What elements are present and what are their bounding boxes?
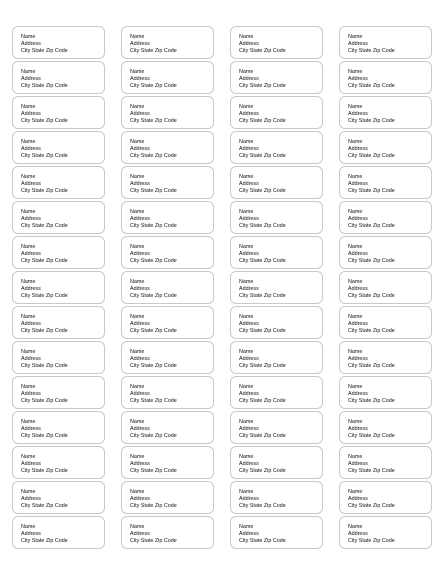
address-label[interactable] (12, 411, 105, 444)
label-city-state-zip: City State Zip Code (130, 118, 177, 124)
address-label[interactable] (12, 376, 105, 409)
label-address: Address (130, 461, 150, 467)
label-address: Address (130, 286, 150, 292)
address-label[interactable] (121, 61, 214, 94)
label-city-state-zip: City State Zip Code (130, 468, 177, 474)
label-address: Address (348, 41, 368, 47)
label-name: Name (348, 104, 363, 110)
label-city-state-zip: City State Zip Code (239, 118, 286, 124)
label-city-state-zip: City State Zip Code (130, 398, 177, 404)
address-label[interactable] (339, 131, 432, 164)
label-address: Address (130, 531, 150, 537)
label-address: Address (348, 146, 368, 152)
address-label[interactable] (121, 306, 214, 339)
address-label[interactable] (121, 201, 214, 234)
address-label[interactable] (121, 516, 214, 549)
address-label[interactable] (339, 61, 432, 94)
label-city-state-zip: City State Zip Code (21, 153, 68, 159)
label-name: Name (239, 34, 254, 40)
label-address: Address (348, 391, 368, 397)
address-label[interactable] (339, 481, 432, 514)
label-address: Address (21, 146, 41, 152)
label-city-state-zip: City State Zip Code (130, 83, 177, 89)
label-address: Address (348, 531, 368, 537)
address-label[interactable] (12, 271, 105, 304)
address-label[interactable] (230, 271, 323, 304)
label-name: Name (130, 384, 145, 390)
label-address: Address (239, 41, 259, 47)
label-city-state-zip: City State Zip Code (21, 363, 68, 369)
label-city-state-zip: City State Zip Code (239, 223, 286, 229)
label-city-state-zip: City State Zip Code (348, 258, 395, 264)
label-name: Name (239, 244, 254, 250)
label-address: Address (21, 356, 41, 362)
label-city-state-zip: City State Zip Code (348, 118, 395, 124)
label-address: Address (239, 251, 259, 257)
address-label[interactable] (12, 26, 105, 59)
label-name: Name (348, 524, 363, 530)
label-address: Address (21, 181, 41, 187)
label-city-state-zip: City State Zip Code (348, 538, 395, 544)
address-label[interactable] (339, 96, 432, 129)
label-name: Name (21, 454, 36, 460)
address-label[interactable] (339, 516, 432, 549)
label-address: Address (130, 181, 150, 187)
label-city-state-zip: City State Zip Code (348, 363, 395, 369)
label-address: Address (348, 76, 368, 82)
address-label[interactable] (230, 446, 323, 479)
label-address: Address (239, 286, 259, 292)
label-address: Address (348, 181, 368, 187)
label-city-state-zip: City State Zip Code (21, 118, 68, 124)
label-city-state-zip: City State Zip Code (21, 468, 68, 474)
label-name: Name (21, 244, 36, 250)
label-address: Address (130, 76, 150, 82)
label-city-state-zip: City State Zip Code (239, 538, 286, 544)
label-address: Address (21, 426, 41, 432)
address-label[interactable] (121, 481, 214, 514)
label-city-state-zip: City State Zip Code (239, 363, 286, 369)
label-name: Name (130, 34, 145, 40)
label-address: Address (239, 461, 259, 467)
label-address: Address (130, 496, 150, 502)
label-city-state-zip: City State Zip Code (239, 293, 286, 299)
label-name: Name (239, 419, 254, 425)
label-name: Name (21, 419, 36, 425)
label-name: Name (130, 209, 145, 215)
label-name: Name (21, 349, 36, 355)
address-label[interactable] (230, 376, 323, 409)
label-name: Name (348, 349, 363, 355)
label-name: Name (130, 244, 145, 250)
label-city-state-zip: City State Zip Code (239, 188, 286, 194)
label-city-state-zip: City State Zip Code (21, 83, 68, 89)
label-address: Address (130, 111, 150, 117)
address-label[interactable] (121, 131, 214, 164)
label-address: Address (239, 216, 259, 222)
label-city-state-zip: City State Zip Code (130, 188, 177, 194)
label-address: Address (239, 426, 259, 432)
label-name: Name (21, 384, 36, 390)
label-address: Address (239, 321, 259, 327)
label-address: Address (239, 146, 259, 152)
label-city-state-zip: City State Zip Code (348, 468, 395, 474)
label-address: Address (130, 426, 150, 432)
label-address: Address (348, 496, 368, 502)
label-name: Name (239, 349, 254, 355)
label-address: Address (239, 496, 259, 502)
label-name: Name (130, 349, 145, 355)
label-city-state-zip: City State Zip Code (348, 398, 395, 404)
label-name: Name (239, 104, 254, 110)
label-city-state-zip: City State Zip Code (239, 398, 286, 404)
address-label[interactable] (121, 166, 214, 199)
label-city-state-zip: City State Zip Code (239, 328, 286, 334)
address-label[interactable] (230, 481, 323, 514)
label-name: Name (239, 69, 254, 75)
label-city-state-zip: City State Zip Code (21, 293, 68, 299)
label-city-state-zip: City State Zip Code (239, 503, 286, 509)
address-label[interactable] (230, 26, 323, 59)
label-name: Name (130, 69, 145, 75)
address-label[interactable] (339, 376, 432, 409)
label-city-state-zip: City State Zip Code (239, 258, 286, 264)
label-address: Address (130, 356, 150, 362)
label-city-state-zip: City State Zip Code (21, 503, 68, 509)
label-city-state-zip: City State Zip Code (21, 328, 68, 334)
label-name: Name (239, 279, 254, 285)
address-label[interactable] (230, 166, 323, 199)
label-name: Name (239, 209, 254, 215)
label-city-state-zip: City State Zip Code (348, 223, 395, 229)
label-city-state-zip: City State Zip Code (239, 433, 286, 439)
label-city-state-zip: City State Zip Code (130, 223, 177, 229)
label-address: Address (348, 356, 368, 362)
label-city-state-zip: City State Zip Code (21, 398, 68, 404)
label-name: Name (348, 279, 363, 285)
label-city-state-zip: City State Zip Code (348, 83, 395, 89)
label-address: Address (348, 111, 368, 117)
address-label[interactable] (12, 61, 105, 94)
address-label[interactable] (121, 411, 214, 444)
label-address: Address (21, 286, 41, 292)
label-city-state-zip: City State Zip Code (130, 433, 177, 439)
label-city-state-zip: City State Zip Code (130, 293, 177, 299)
label-city-state-zip: City State Zip Code (130, 153, 177, 159)
label-city-state-zip: City State Zip Code (130, 48, 177, 54)
address-label[interactable] (339, 236, 432, 269)
label-address: Address (21, 496, 41, 502)
label-name: Name (130, 174, 145, 180)
label-name: Name (21, 524, 36, 530)
label-address: Address (239, 531, 259, 537)
label-name: Name (348, 454, 363, 460)
address-label[interactable] (12, 306, 105, 339)
label-name: Name (21, 489, 36, 495)
label-name: Name (21, 209, 36, 215)
address-label[interactable] (230, 131, 323, 164)
address-label[interactable] (12, 236, 105, 269)
label-city-state-zip: City State Zip Code (348, 48, 395, 54)
address-label[interactable] (230, 61, 323, 94)
label-name: Name (348, 174, 363, 180)
label-city-state-zip: City State Zip Code (130, 258, 177, 264)
label-name: Name (130, 489, 145, 495)
label-city-state-zip: City State Zip Code (130, 503, 177, 509)
label-name: Name (239, 524, 254, 530)
address-label[interactable] (230, 306, 323, 339)
label-name: Name (21, 174, 36, 180)
address-label[interactable] (121, 26, 214, 59)
label-address: Address (239, 181, 259, 187)
address-label[interactable] (12, 446, 105, 479)
label-city-state-zip: City State Zip Code (239, 83, 286, 89)
label-address: Address (130, 146, 150, 152)
label-address: Address (348, 251, 368, 257)
label-city-state-zip: City State Zip Code (21, 48, 68, 54)
label-address: Address (348, 426, 368, 432)
label-city-state-zip: City State Zip Code (348, 328, 395, 334)
label-address: Address (239, 356, 259, 362)
label-city-state-zip: City State Zip Code (348, 503, 395, 509)
label-address: Address (21, 531, 41, 537)
label-name: Name (348, 384, 363, 390)
label-name: Name (348, 314, 363, 320)
label-name: Name (348, 34, 363, 40)
address-label[interactable] (230, 516, 323, 549)
label-name: Name (21, 139, 36, 145)
address-label[interactable] (12, 481, 105, 514)
label-city-state-zip: City State Zip Code (130, 328, 177, 334)
address-label[interactable] (230, 236, 323, 269)
label-name: Name (130, 139, 145, 145)
address-label[interactable] (339, 166, 432, 199)
label-name: Name (348, 489, 363, 495)
label-city-state-zip: City State Zip Code (348, 433, 395, 439)
label-address: Address (130, 321, 150, 327)
label-name: Name (239, 384, 254, 390)
address-label[interactable] (339, 26, 432, 59)
label-name: Name (21, 279, 36, 285)
address-label[interactable] (12, 131, 105, 164)
label-address: Address (21, 321, 41, 327)
label-address: Address (239, 111, 259, 117)
label-city-state-zip: City State Zip Code (21, 188, 68, 194)
label-city-state-zip: City State Zip Code (239, 153, 286, 159)
label-city-state-zip: City State Zip Code (239, 48, 286, 54)
label-name: Name (239, 314, 254, 320)
label-name: Name (348, 244, 363, 250)
label-city-state-zip: City State Zip Code (21, 433, 68, 439)
label-city-state-zip: City State Zip Code (348, 188, 395, 194)
label-name: Name (348, 139, 363, 145)
label-address: Address (21, 391, 41, 397)
label-address: Address (21, 461, 41, 467)
label-address: Address (348, 286, 368, 292)
label-address: Address (21, 76, 41, 82)
address-label[interactable] (230, 201, 323, 234)
label-name: Name (130, 524, 145, 530)
address-label[interactable] (12, 96, 105, 129)
label-name: Name (239, 174, 254, 180)
label-name: Name (348, 69, 363, 75)
address-label[interactable] (12, 166, 105, 199)
label-address: Address (21, 216, 41, 222)
label-city-state-zip: City State Zip Code (348, 293, 395, 299)
label-address: Address (21, 111, 41, 117)
label-address: Address (130, 216, 150, 222)
address-label[interactable] (121, 236, 214, 269)
label-address: Address (239, 76, 259, 82)
label-name: Name (21, 314, 36, 320)
label-name: Name (239, 489, 254, 495)
address-label[interactable] (12, 341, 105, 374)
label-city-state-zip: City State Zip Code (348, 153, 395, 159)
label-sheet (12, 26, 432, 552)
address-label[interactable] (230, 411, 323, 444)
label-address: Address (130, 251, 150, 257)
address-label[interactable] (12, 516, 105, 549)
address-label[interactable] (230, 341, 323, 374)
label-city-state-zip: City State Zip Code (130, 363, 177, 369)
address-label[interactable] (339, 341, 432, 374)
label-name: Name (130, 454, 145, 460)
label-city-state-zip: City State Zip Code (239, 468, 286, 474)
label-city-state-zip: City State Zip Code (21, 223, 68, 229)
address-label[interactable] (339, 306, 432, 339)
label-name: Name (130, 314, 145, 320)
address-label[interactable] (230, 96, 323, 129)
address-label[interactable] (121, 376, 214, 409)
label-name: Name (348, 209, 363, 215)
address-label[interactable] (339, 446, 432, 479)
address-label[interactable] (12, 201, 105, 234)
address-label[interactable] (339, 201, 432, 234)
label-address: Address (348, 216, 368, 222)
label-address: Address (21, 251, 41, 257)
label-name: Name (21, 69, 36, 75)
label-address: Address (348, 321, 368, 327)
address-label[interactable] (121, 96, 214, 129)
label-name: Name (348, 419, 363, 425)
label-name: Name (130, 104, 145, 110)
label-city-state-zip: City State Zip Code (21, 258, 68, 264)
label-address: Address (21, 41, 41, 47)
address-label[interactable] (339, 271, 432, 304)
address-label[interactable] (121, 446, 214, 479)
label-city-state-zip: City State Zip Code (21, 538, 68, 544)
label-address: Address (130, 41, 150, 47)
label-address: Address (348, 461, 368, 467)
address-label[interactable] (121, 341, 214, 374)
label-address: Address (239, 391, 259, 397)
label-name: Name (239, 139, 254, 145)
label-name: Name (21, 34, 36, 40)
label-city-state-zip: City State Zip Code (130, 538, 177, 544)
label-name: Name (130, 419, 145, 425)
label-name: Name (130, 279, 145, 285)
label-name: Name (239, 454, 254, 460)
label-name: Name (21, 104, 36, 110)
address-label[interactable] (339, 411, 432, 444)
address-label[interactable] (121, 271, 214, 304)
label-address: Address (130, 391, 150, 397)
